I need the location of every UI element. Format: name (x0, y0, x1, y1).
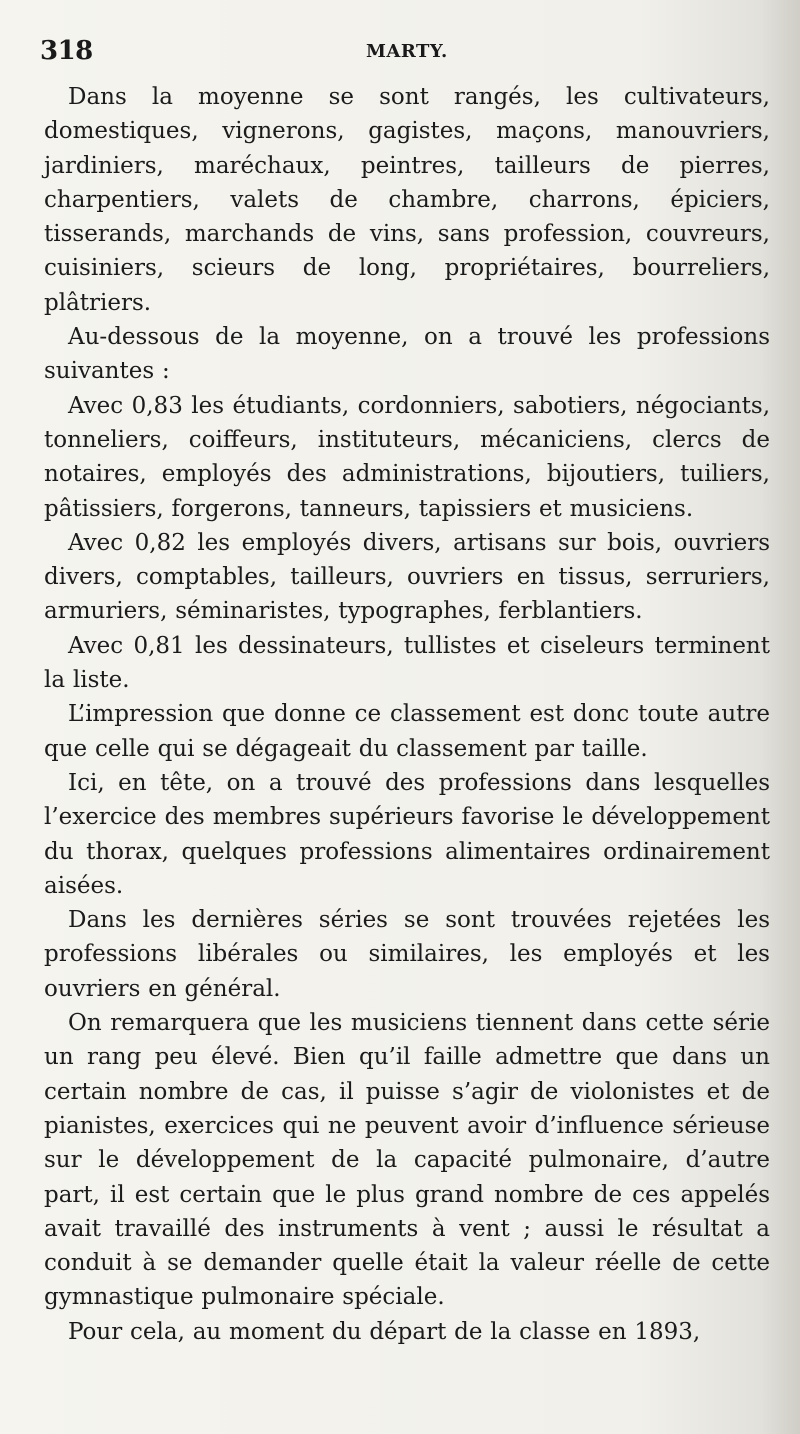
running-head: MARTY. (366, 41, 448, 62)
paragraph-ici-en-tete: Ici, en tête, on a trouvé des professions dans lesquelles l’exercice des membres supérieurs favorise le développement du thorax, quelques professions alimentaires ordinairement aisées. (44, 769, 770, 899)
paragraph-avec-081: Avec 0,81 les dessinateurs, tullistes et ciseleurs terminent la liste. (44, 632, 770, 694)
page-number: 318 (40, 36, 93, 66)
paragraph-dernieres-series: Dans les dernières séries se sont trouvées rejetées les professions libérales ou similaires, les employés et les ouvriers en général. (44, 907, 770, 1002)
paragraph-avec-083: Avec 0,83 les étudiants, cordonniers, sabotiers, négociants, tonneliers, coiffeurs, instituteurs, mécaniciens, clercs de notaires, employés des administrations, bijoutiers, tuiliers, pâtissiers, forgerons, tanneurs, tapissiers et musiciens. (44, 392, 770, 522)
page-header (40, 36, 760, 76)
paragraph-pour-cela: Pour cela, au moment du départ de la classe en 1893, (68, 1318, 701, 1345)
paragraph-avec-082: Avec 0,82 les employés divers, artisans sur bois, ouvriers divers, comptables, tailleurs, ouvriers en tissus, serruriers, armuriers, séminaristes, typographes, ferblantiers. (44, 529, 770, 625)
paragraph-au-dessous: Au-dessous de la moyenne, on a trouvé les professions suivantes : (44, 324, 770, 385)
paragraph-impression: L’impression que donne ce classement est donc toute autre que celle qui se dégageait du classement par taille. (44, 701, 770, 762)
paragraph-moyenne: Dans la moyenne se sont rangés, les cultivateurs, domestiques, vignerons, gagistes, maçons, manouvriers, jardiniers, maréchaux, peintres, tailleurs de pierres, charpentiers, valets de chambre, charrons, épiciers, tisserands, marchands de vins, sans profession, couvreurs, cuisiniers, scieurs de long, propriétaires, bourreliers, plâtriers. (44, 84, 770, 316)
paragraph-musiciens: On remarquera que les musiciens tiennent dans cette série un rang peu élevé. Bien qu’il faille admettre que dans un certain nombre de cas, il puisse s’agir de violonistes et de pianistes, exercices qui ne peuvent avoir d’influence sérieuse sur le développement de la capacité pulmonaire, d’autre part, il est certain que le plus grand nombre de ces appelés avait travaillé des instruments à vent ; aussi le résultat a conduit à se demander quelle était la valeur réelle de cette gymnastique pulmonaire spéciale. (44, 1010, 770, 1311)
body-text (44, 80, 770, 1349)
